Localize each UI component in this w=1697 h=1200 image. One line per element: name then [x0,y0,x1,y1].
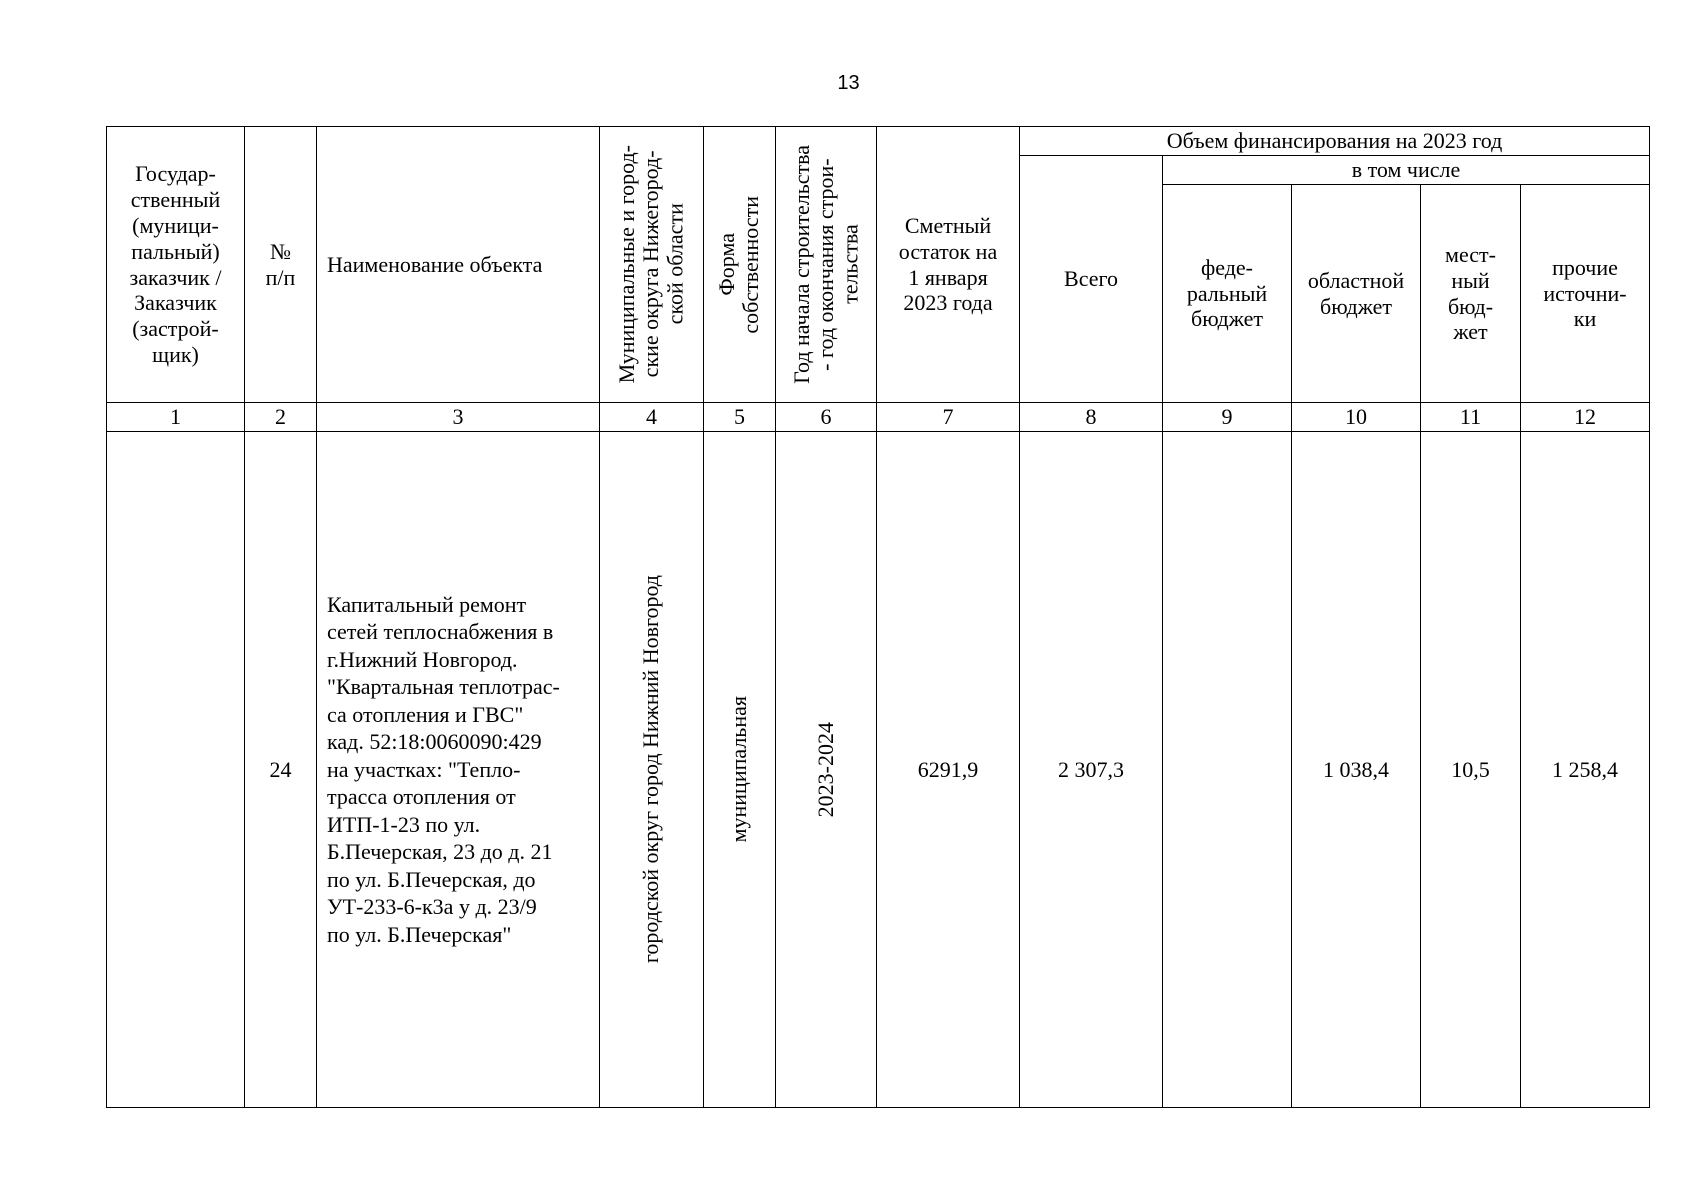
header-customer: Государ- ственный (муници- пальный) заказчик / Заказчик (застрой- щик) [107,127,245,403]
column-number: 6 [776,403,877,432]
cell-other: 1 258,4 [1521,432,1650,1108]
column-number-row [107,403,1650,432]
header-estimated-balance: Сметный остаток на 1 января 2023 года [877,127,1020,403]
header-regional: областной бюджет [1292,185,1421,403]
header-federal: феде- ральный бюджет [1163,185,1292,403]
column-number: 9 [1163,403,1292,432]
page-number: 13 [837,72,860,94]
cell-customer [107,432,245,1108]
cell-estimated-balance: 6291,9 [877,432,1020,1108]
header-other: прочие источни- ки [1521,185,1650,403]
column-number: 7 [877,403,1020,432]
header-number: № п/п [245,127,317,403]
column-number: 2 [245,403,317,432]
column-number: 11 [1421,403,1521,432]
column-number: 8 [1020,403,1163,432]
cell-total: 2 307,3 [1020,432,1163,1108]
cell-municipality: городской округ город Нижний Новгород [600,432,704,1108]
cell-regional: 1 038,4 [1292,432,1421,1108]
header-ownership: Форма собственности [704,127,776,403]
header-municipalities: Муниципальные и город- ские округа Нижегород- ской области [600,127,704,403]
column-number: 5 [704,403,776,432]
column-number: 1 [107,403,245,432]
header-object-name: Наименование объекта [317,127,600,403]
cell-years: 2023-2024 [776,432,877,1108]
header-financing-group: Объем финансирования на 2023 год [1020,127,1650,156]
column-number: 4 [600,403,704,432]
cell-local: 10,5 [1421,432,1521,1108]
cell-object-name: Капитальный ремонт сетей теплоснабжения в г.Нижний Новгород. "Квартальная теплотрас- са отопления и ГВС" кад. 52:18:0060090:429 на участках: "Тепло- трасса отопления от ИТП-1-23 по ул. Б.Печерская, 23 до д. 21 по ул. Б.Печерская, до УТ-233-6-к3а у д. 23/9 по ул. Б.Печерская" [317,432,600,1108]
column-number: 12 [1521,403,1650,432]
header-total: Всего [1020,156,1163,403]
column-number: 3 [317,403,600,432]
table-row [107,432,1650,1108]
financing-table [106,126,1650,1108]
cell-ownership: муниципальная [704,432,776,1108]
header-years: Год начала строительства - год окончания строи- тельства [776,127,877,403]
column-number: 10 [1292,403,1421,432]
cell-federal [1163,432,1292,1108]
cell-number: 24 [245,432,317,1108]
header-local: мест- ный бюд- жет [1421,185,1521,403]
header-including: в том числе [1163,156,1650,185]
